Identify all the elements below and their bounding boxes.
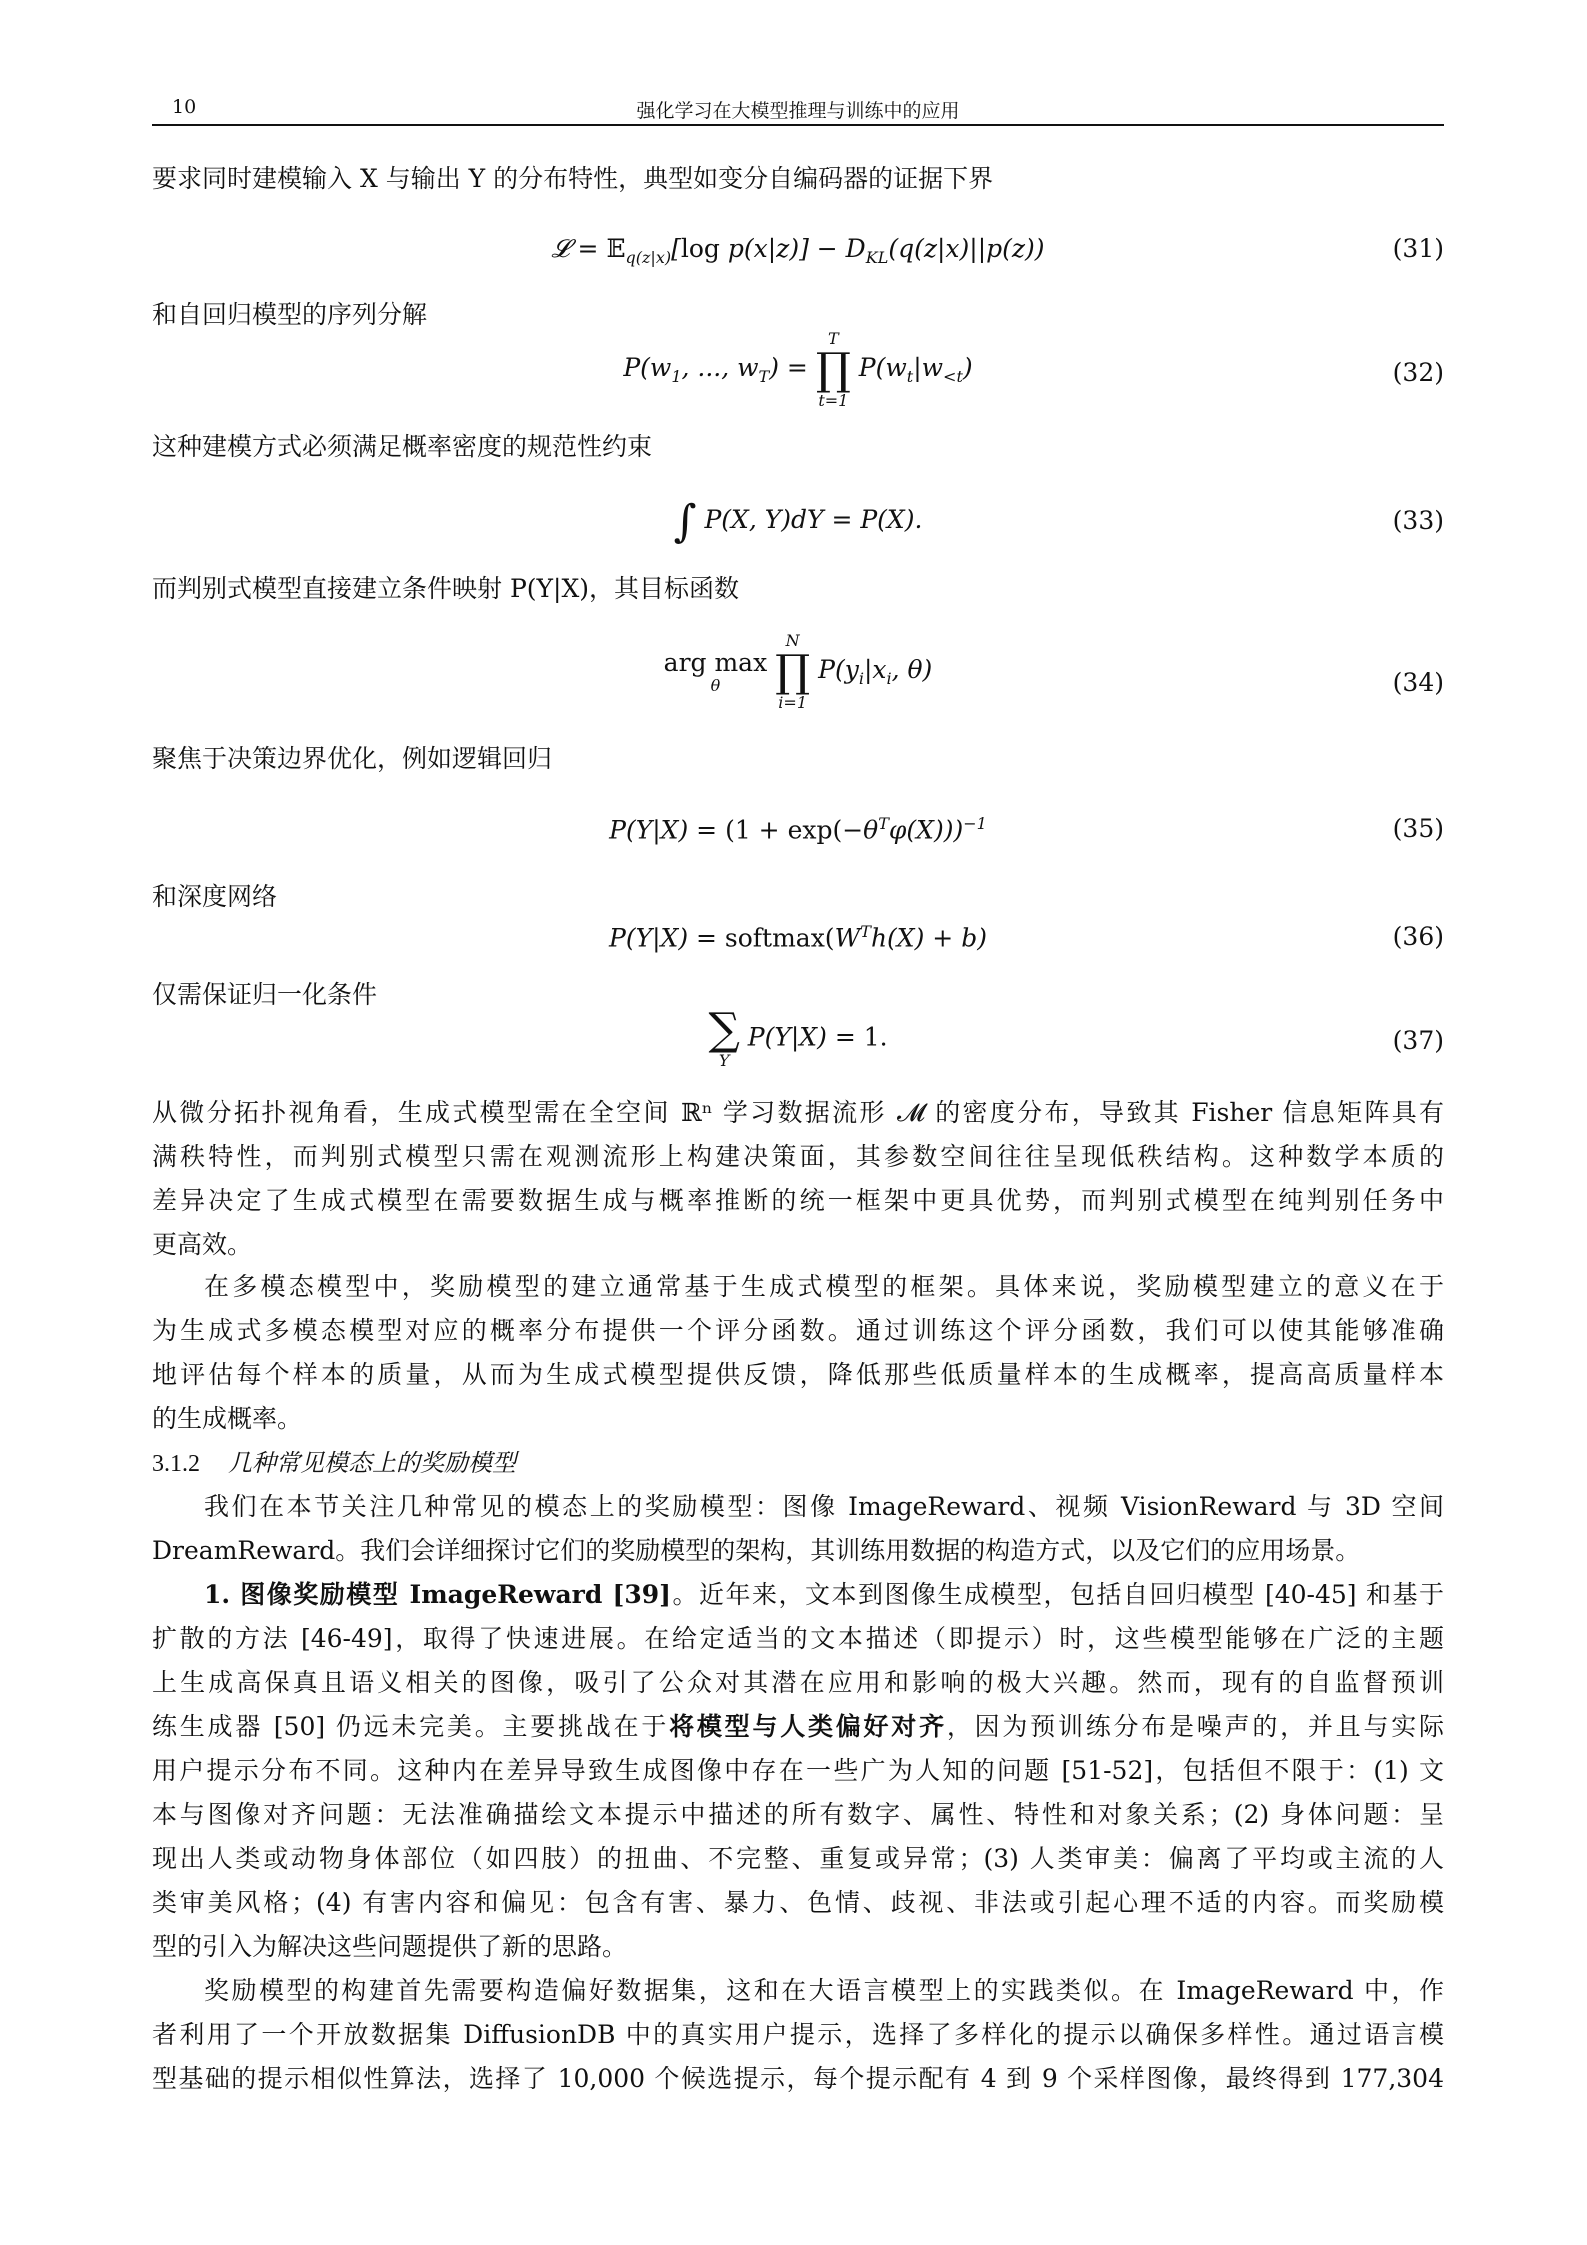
equation-32 [152,330,1444,420]
equation-34 [152,632,1444,732]
paragraph-line: 的生成概率。 [152,1404,303,1433]
subsection-lead: 1. 图像奖励模型 ImageReward [39] [204,1580,671,1609]
paragraph-line: 地评估每个样本的质量，从而为生成式模型提供反馈，降低那些低质量样本的生成概率，提高高质量样本 [152,1360,1444,1389]
equation-33 [152,488,1444,558]
text-line: 而判别式模型直接建立条件映射 P(Y|X)，其目标函数 [152,574,740,603]
section-title: 几种常见模态上的奖励模型 [228,1449,516,1477]
running-title: 强化学习在大模型推理与训练中的应用 [636,100,960,122]
text-line: 聚焦于决策边界优化，例如逻辑回归 [152,744,553,773]
paragraph-line: 在多模态模型中，奖励模型的建立通常基于生成式模型的框架。具体来说，奖励模型建立的意义在于 [204,1272,1444,1301]
equation-37-formula: ∑ Y P(Y|X) = 1. [708,1004,888,1070]
equation-number: (35) [1392,814,1444,843]
equation-34-formula: arg max θ N ∏ i=1 $P(y_i|x_i$, θ) [663,631,933,712]
equation-31-formula: 𝓛 = 𝔼$_{q(z|x)}$[log $p(x|z)] - D_{KL}(q(z|x)||p(z))$ [551,234,1045,267]
paragraph-line: 上生成高保真且语义相关的图像，吸引了公众对其潜在应用和影响的极大兴趣。然而，现有的自监督预训 [152,1668,1444,1697]
equation-31 [152,228,1444,288]
section-number: 3.1.2 [152,1451,200,1477]
equation-37 [152,1004,1444,1088]
equation-number: (34) [1392,668,1444,697]
paragraph-line: 用户提示分布不同。这种内在差异导致生成图像中存在一些广为人知的问题 [51-52]，包括但不限于：(1) 文 [152,1756,1444,1785]
paragraph-line: 为生成式多模态模型对应的概率分布提供一个评分函数。通过训练这个评分函数，我们可以使其能够准确 [152,1316,1444,1345]
text-line: 这种建模方式必须满足概率密度的规范性约束 [152,432,653,461]
paragraph-line: 练生成器 [50] 仍远未完美。主要挑战在于将模型与人类偏好对齐，因为预训练分布是噪声的，并且与实际 [152,1712,1444,1741]
equation-number: (37) [1392,1026,1444,1055]
equation-33-formula: ∫ P(X, Y)dY = P(X). [673,496,923,547]
equation-number: (33) [1392,506,1444,535]
paragraph-line: 型基础的提示相似性算法，选择了 10,000 个候选提示，每个提示配有 4 到 9 个采样图像，最终得到 177,304 [152,2064,1444,2093]
paragraph-line: 我们在本节关注几种常见的模态上的奖励模型：图像 ImageReward、视频 VisionReward 与 3D 空间 [204,1492,1444,1521]
paragraph-line: 更高效。 [152,1230,253,1259]
paragraph-line: 奖励模型的构建首先需要构造偏好数据集，这和在大语言模型上的实践类似。在 ImageReward 中，作 [204,1976,1444,2005]
paragraph-line: 从微分拓扑视角看，生成式模型需在全空间 ℝⁿ 学习数据流形 𝓜 的密度分布，导致其 Fisher 信息矩阵具有 [152,1098,1444,1127]
paragraph-line: 类审美风格；(4) 有害内容和偏见：包含有害、暴力、色情、歧视、非法或引起心理不适的内容。而奖励模 [152,1888,1444,1917]
paragraph-line: 1. 图像奖励模型 ImageReward [39]。近年来，文本到图像生成模型，包括自回归模型 [40-45] 和基于 [204,1580,1444,1609]
text-line: 和自回归模型的序列分解 [152,300,428,329]
equation-number: (31) [1392,234,1444,263]
text-line: 要求同时建模输入 X 与输出 Y 的分布特性，典型如变分自编码器的证据下界 [152,164,994,193]
paragraph-line: 满秩特性，而判别式模型只需在观测流形上构建决策面，其参数空间往往呈现低秩结构。这种数学本质的 [152,1142,1444,1171]
equation-36-formula: $P(Y|X) = softmax(W^Th(X) + b)$ [609,922,987,953]
equation-number: (32) [1392,358,1444,387]
emphasis: 将模型与人类偏好对齐 [669,1712,947,1741]
equation-35 [152,810,1444,870]
paragraph-line: 型的引入为解决这些问题提供了新的思路。 [152,1932,628,1961]
paragraph-line: 扩散的方法 [46-49]，取得了快速进展。在给定适当的文本描述（即提示）时，这些模型能够在广泛的主题 [152,1624,1444,1653]
paragraph-line: 本与图像对齐问题：无法准确描绘文本提示中描述的所有数字、属性、特性和对象关系；(2) 身体问题：呈 [152,1800,1444,1829]
paragraph-line: 者利用了一个开放数据集 DiffusionDB 中的真实用户提示，选择了多样化的提示以确保多样性。通过语言模 [152,2020,1444,2049]
text-line: 仅需保证归一化条件 [152,980,378,1009]
page-header [152,94,1444,126]
equation-32-formula: $P(w_1$, ..., $w_T$) = T ∏ t=1 $P(w_t|w_{<t})$ [623,329,973,410]
equation-35-formula: $P(Y|X) = (1 + \exp(-\theta^T\varphi(X)))^{-1}$ [609,814,987,845]
paragraph-line: 差异决定了生成式模型在需要数据生成与概率推断的统一框架中更具优势，而判别式模型在纯判别任务中 [152,1186,1444,1215]
equation-number: (36) [1392,922,1444,951]
page-number: 10 [172,96,197,118]
paragraph-line: 现出人类或动物身体部位（如四肢）的扭曲、不完整、重复或异常；(3) 人类审美：偏离了平均或主流的人 [152,1844,1444,1873]
paragraph-line: DreamReward。我们会详细探讨它们的奖励模型的架构，其训练用数据的构造方式，以及它们的应用场景。 [152,1536,1361,1565]
section-heading [152,1446,1444,1481]
text-line: 和深度网络 [152,882,278,911]
equation-36 [152,918,1444,978]
